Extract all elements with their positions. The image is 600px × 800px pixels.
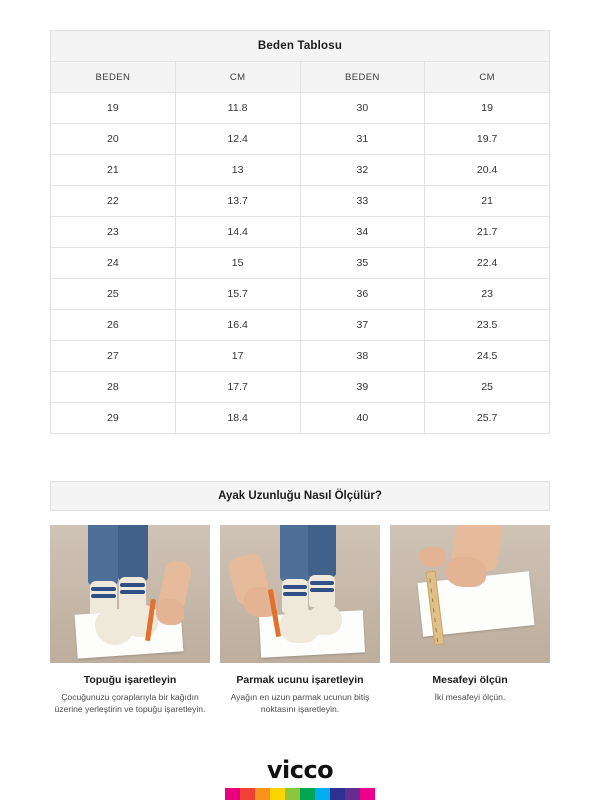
table-row [51,403,550,434]
step-1-heading: Topuğu işaretleyin [83,674,177,686]
table-row [51,248,550,279]
cell-beden-1: 23 [51,217,176,248]
size-table-body [51,93,550,434]
table-row [51,186,550,217]
table-row [51,372,550,403]
step-1-photo [50,525,210,663]
cell-beden-2: 40 [300,403,425,434]
color-swatch [285,788,300,800]
step-3-photo [390,525,550,663]
color-swatch [225,788,240,800]
color-swatch [240,788,255,800]
color-swatch [255,788,270,800]
cell-beden-1: 26 [51,310,176,341]
cell-cm-1: 15 [175,248,300,279]
color-swatch [270,788,285,800]
step-2-text: Ayağın en uzun parmak ucunun bitiş noktasını işaretleyin. [230,692,370,715]
cell-cm-2: 25.7 [425,403,550,434]
step-2-photo [220,525,380,663]
table-row [51,93,550,124]
cell-cm-2: 19 [425,93,550,124]
measure-section-title: Ayak Uzunluğu Nasıl Ölçülür? [50,481,550,511]
table-row [51,279,550,310]
color-swatch [300,788,315,800]
cell-cm-2: 25 [425,372,550,403]
cell-beden-1: 19 [51,93,176,124]
table-header-row [51,62,550,93]
cell-beden-2: 31 [300,124,425,155]
table-row [51,217,550,248]
table-row [51,124,550,155]
step-3-text: İki mesafeyi ölçün. [434,692,506,702]
cell-cm-1: 11.8 [175,93,300,124]
color-swatch [360,788,375,800]
cell-cm-2: 24.5 [425,341,550,372]
cell-beden-2: 33 [300,186,425,217]
cell-beden-1: 21 [51,155,176,186]
cell-cm-2: 23 [425,279,550,310]
size-table-title: Beden Tablosu [50,30,550,61]
table-row [51,155,550,186]
color-swatch [345,788,360,800]
cell-cm-1: 17 [175,341,300,372]
cell-beden-2: 35 [300,248,425,279]
brand-colorbar [225,788,375,800]
measure-step-2 [220,525,380,716]
color-swatch [315,788,330,800]
cell-cm-2: 20.4 [425,155,550,186]
cell-beden-1: 27 [51,341,176,372]
cell-cm-2: 21 [425,186,550,217]
measure-section [50,481,550,716]
color-swatch [330,788,345,800]
cell-cm-2: 22.4 [425,248,550,279]
cell-cm-2: 23.5 [425,310,550,341]
cell-cm-1: 15.7 [175,279,300,310]
cell-beden-1: 24 [51,248,176,279]
column-header-cm-2: CM [425,62,550,93]
cell-cm-1: 18.4 [175,403,300,434]
column-header-beden-2: BEDEN [300,62,425,93]
cell-beden-2: 37 [300,310,425,341]
column-header-cm-1: CM [175,62,300,93]
cell-cm-2: 21.7 [425,217,550,248]
cell-cm-1: 13.7 [175,186,300,217]
size-table [50,61,550,434]
step-1-text: Çocuğunuzu çoraplarıyla bir kağıdın üzerine yerleştirin ve topuğu işaretleyin. [54,692,206,715]
brand-logo [0,756,600,784]
cell-cm-1: 16.4 [175,310,300,341]
table-row [51,341,550,372]
cell-beden-1: 28 [51,372,176,403]
cell-beden-2: 36 [300,279,425,310]
measure-steps [50,525,550,716]
cell-beden-2: 38 [300,341,425,372]
cell-beden-1: 25 [51,279,176,310]
brand-name: vicco [266,756,334,784]
cell-beden-2: 34 [300,217,425,248]
cell-cm-1: 12.4 [175,124,300,155]
table-row [51,310,550,341]
size-table-section [50,30,550,434]
cell-beden-1: 29 [51,403,176,434]
cell-cm-1: 17.7 [175,372,300,403]
cell-beden-2: 32 [300,155,425,186]
cell-cm-2: 19.7 [425,124,550,155]
cell-beden-1: 20 [51,124,176,155]
measure-step-1 [50,525,210,716]
cell-beden-2: 30 [300,93,425,124]
step-2-heading: Parmak ucunu işaretleyin [236,674,364,686]
measure-step-3 [390,525,550,716]
column-header-beden-1: BEDEN [51,62,176,93]
cell-beden-2: 39 [300,372,425,403]
cell-cm-1: 13 [175,155,300,186]
step-3-heading: Mesafeyi ölçün [432,674,508,686]
cell-cm-1: 14.4 [175,217,300,248]
cell-beden-1: 22 [51,186,176,217]
